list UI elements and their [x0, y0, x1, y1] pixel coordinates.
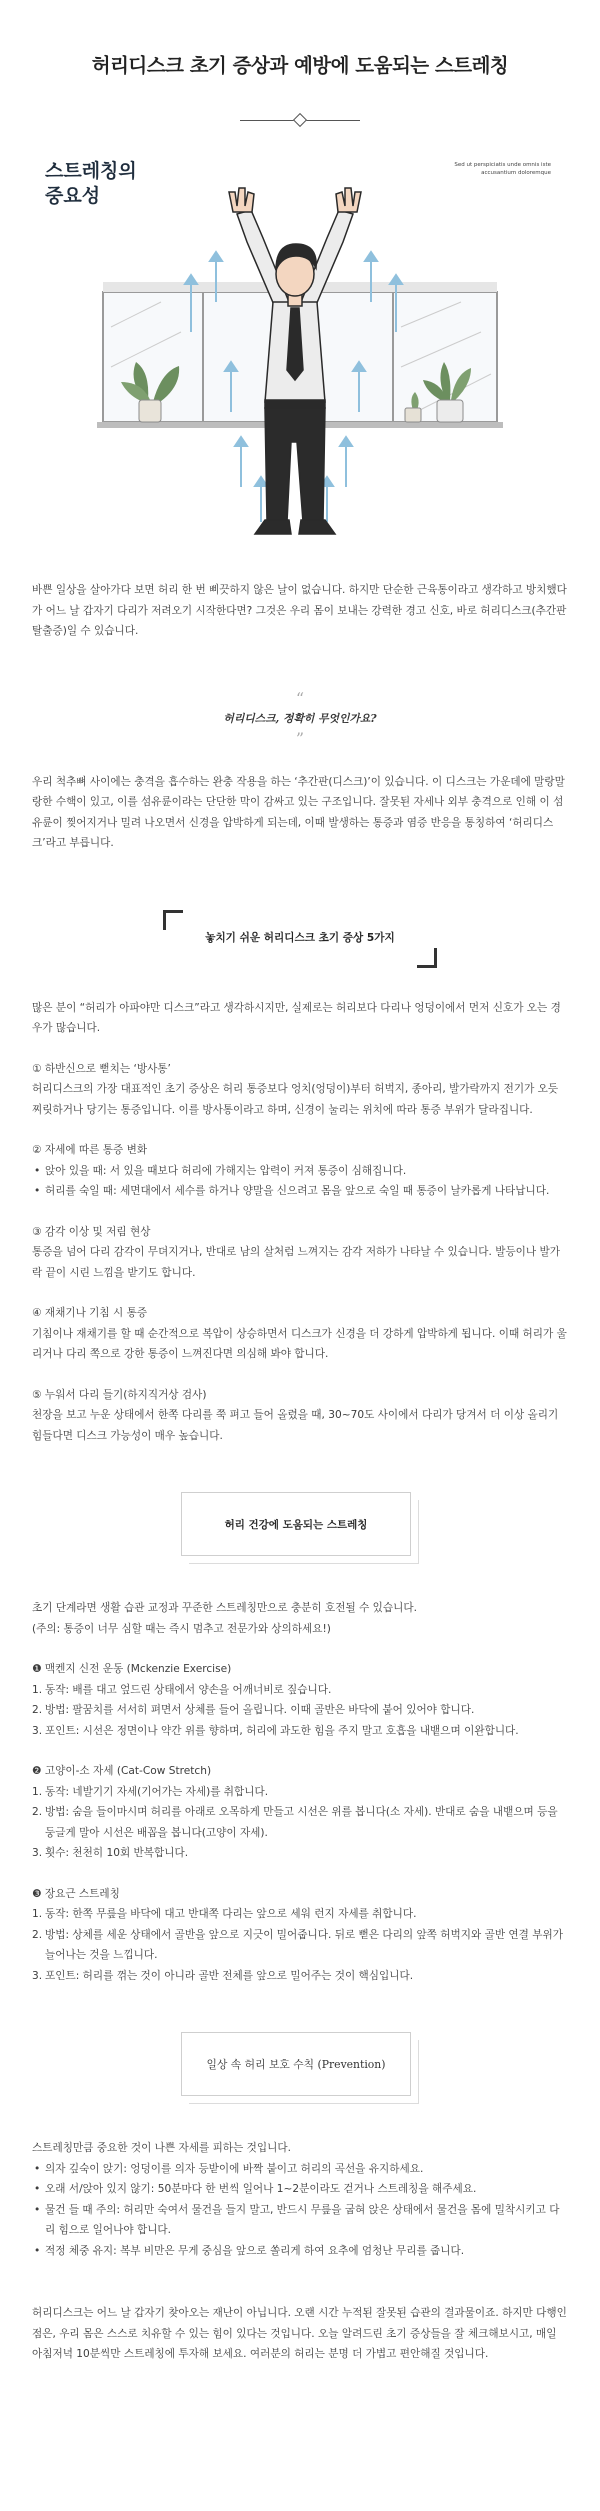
symptoms-header-text: 놓치기 쉬운 허리디스크 초기 증상 5가지 — [205, 931, 395, 944]
list-item: 3. 포인트: 시선은 정면이나 약간 위를 향하며, 허리에 과도한 힘을 주지 말고 호흡을 내뱉으며 이완합니다. — [32, 1724, 519, 1737]
stretching-man-illustration — [41, 152, 559, 552]
hero-illustration — [41, 152, 559, 552]
prevention-header-text: 일상 속 허리 보호 수칙 (Prevention) — [181, 2032, 411, 2096]
symptom-4-text: 기침이나 재채기를 할 때 순간적으로 복압이 상승하면서 디스크가 신경을 더 강하게 압박하게 됩니다. 이때 허리가 울리거나 다리 쪽으로 강한 통증이 느껴진다면 의심해 봐야 합니다. — [32, 1327, 567, 1360]
symptom-3-text: 통증을 넘어 다리 감각이 무뎌지거나, 반대로 남의 살처럼 느껴지는 감각 저하가 나타날 수 있습니다. 발등이나 발가락 끝이 시린 느낌을 받기도 합니다. — [32, 1246, 560, 1279]
symptom-2-list — [32, 1161, 568, 1202]
hero-caption-line2: accusantium doloremque — [481, 170, 551, 176]
hero-heading-line2: 중요성 — [45, 185, 101, 207]
stretching-note: (주의: 통증이 너무 심할 때는 즉시 멈추고 전문가와 상의하세요!) — [32, 1622, 331, 1635]
symptom-5-title: ⑤ 누워서 다리 들기(하지직거상 검사) — [32, 1388, 207, 1401]
exercise-3-title: ❸ 장요근 스트레칭 — [32, 1887, 120, 1900]
list-item: 3. 포인트: 허리를 꺾는 것이 아니라 골반 전체를 앞으로 밀어주는 것이 핵심입니다. — [32, 1969, 414, 1982]
bracket-top-left — [163, 910, 183, 930]
exercise-3-list — [32, 1904, 568, 1986]
symptom-2-title: ② 자세에 따른 통증 변화 — [32, 1144, 148, 1156]
hero-caption-line1: Sed ut perspiciatis unde omnis iste — [454, 162, 551, 168]
page-title: 허리디스크 초기 증상과 예방에 도움되는 스트레칭 — [91, 54, 509, 77]
list-item: • 앉아 있을 때: 서 있을 때보다 허리에 가해지는 압력이 커져 통증이 심해집니다. — [32, 1161, 568, 1182]
symptom-1-title: ① 하반신으로 뻗치는 ‘방사통’ — [32, 1062, 171, 1075]
stretching-header — [181, 1492, 419, 1564]
prevention-header — [181, 2032, 419, 2104]
list-item: • 오래 서/앉아 있지 않기: 50분마다 한 번씩 일어나 1~2분이라도 걷거나 스트레칭을 해주세요. — [32, 2179, 568, 2200]
hero-heading-line1: 스트레칭의 — [45, 160, 137, 182]
hero-caption — [431, 161, 551, 177]
quote-block — [32, 688, 568, 748]
list-item: 1. 동작: 한쪽 무릎을 바닥에 대고 반대쪽 다리는 앞으로 세워 런지 자세를 취합니다. — [32, 1908, 417, 1920]
list-item: 3. 횟수: 천천히 10회 반복합니다. — [32, 1847, 189, 1859]
quote-text: 허리디스크, 정확히 무엇인가요? — [223, 711, 377, 725]
list-item: 2. 방법: 숨을 들이마시며 허리를 아래로 오목하게 만들고 시선은 위를 봅니다(소 자세). 반대로 숨을 내뱉으며 등을 둥글게 말아 시선은 배꼽을 봅니다(고양이 자세). — [32, 1806, 558, 1839]
list-item: • 허리를 숙일 때: 세면대에서 세수를 하거나 양말을 신으려고 몸을 앞으로 숙일 때 통증이 날카롭게 나타납니다. — [32, 1181, 568, 1202]
list-item: • 의자 깊숙이 앉기: 엉덩이를 의자 등받이에 바짝 붙이고 허리의 곡선을 유지하세요. — [32, 2159, 568, 2180]
outro-paragraph: 허리디스크는 어느 날 갑자기 찾아오는 재난이 아닙니다. 오랜 시간 누적된 잘못된 습관의 결과물이죠. 하지만 다행인 점은, 우리 몸은 스스로 치유할 수 있는 힘이 있다는 것입니다. 오늘 알려드린 초기 증상들을 잘 체크해보시고, 매일 아침저녁 10분씩만 스트레칭에 투자해 보세요. 여러분의 허리는 분명 더 가볍고 편안해질 것입니다. — [32, 2307, 567, 2360]
list-item: 2. 방법: 상체를 세운 상태에서 골반을 앞으로 지긋이 밀어줍니다. 뒤로 뻗은 다리의 앞쪽 허벅지와 골반 연결 부위가 늘어나는 것을 느낍니다. — [32, 1928, 563, 1961]
title-divider — [240, 114, 360, 126]
stretching-header-text: 허리 건강에 도움되는 스트레칭 — [181, 1492, 411, 1556]
prevention-list — [32, 2159, 568, 2262]
list-item: 1. 동작: 배를 대고 엎드린 상태에서 양손을 어깨너비로 짚습니다. — [32, 1683, 332, 1696]
quote-close-icon: ” — [295, 728, 305, 748]
exercise-2-title: ❷ 고양이-소 자세 (Cat-Cow Stretch) — [32, 1765, 212, 1777]
symptoms-header — [163, 910, 437, 968]
prevention-intro: 스트레칭만큼 중요한 것이 나쁜 자세를 피하는 것입니다. — [32, 2142, 291, 2154]
list-item: 1. 동작: 네발기기 자세(기어가는 자세)를 취합니다. — [32, 1785, 269, 1798]
list-item: 2. 방법: 팔꿈치를 서서히 펴면서 상체를 들어 올립니다. 이때 골반은 바닥에 붙어 있어야 합니다. — [32, 1704, 475, 1716]
bracket-bottom-right — [417, 948, 437, 968]
symptom-4-title: ④ 재채기나 기침 시 통증 — [32, 1307, 148, 1319]
list-item: • 적정 체중 유지: 복부 비만은 무게 중심을 앞으로 쏠리게 하여 요추에 엄청난 무리를 줍니다. — [32, 2241, 568, 2262]
intro-paragraph: 바쁜 일상을 살아가다 보면 허리 한 번 삐끗하지 않은 날이 없습니다. 하지만 단순한 근육통이라고 생각하고 방치했다가 어느 날 갑자기 다리가 저려오기 시작한다면? 그것은 우리 몸이 보내는 강력한 경고 신호, 바로 허리디스크(추간판 탈출증)일 수 있습니다. — [32, 584, 567, 637]
symptom-5-text: 천장을 보고 누운 상태에서 한쪽 다리를 쭉 펴고 들어 올렸을 때, 30~70도 사이에서 다리가 당겨서 더 이상 올리기 힘들다면 디스크 가능성이 매우 높습니다. — [32, 1409, 559, 1442]
exercise-1-title: ❶ 맥켄지 신전 운동 (Mckenzie Exercise) — [32, 1663, 232, 1675]
definition-paragraph: 우리 척추뼈 사이에는 충격을 흡수하는 완충 작용을 하는 ‘추간판(디스크)’이 있습니다. 이 디스크는 가운데에 말랑말랑한 수핵이 있고, 이를 섬유륜이라는 단단한 막이 감싸고 있는 구조입니다. 잘못된 자세나 외부 충격으로 인해 이 섬유륜이 찢어지거나 밀려 나오면서 신경을 압박하게 되는데, 이때 발생하는 통증과 염증 반응을 통칭하여 ‘허리디스크’라고 부릅니다. — [32, 775, 565, 849]
divider-diamond-icon — [293, 113, 307, 127]
hero-heading — [45, 159, 137, 209]
symptoms-intro: 많은 분이 “허리가 아파야만 디스크”라고 생각하시지만, 실제로는 허리보다 다리나 엉덩이에서 먼저 신호가 오는 경우가 많습니다. — [32, 1001, 561, 1034]
symptom-3-title: ③ 감각 이상 및 저림 현상 — [32, 1225, 151, 1238]
exercise-1-list — [32, 1680, 568, 1742]
exercise-2-list — [32, 1782, 568, 1864]
list-item: • 물건 들 때 주의: 허리만 숙여서 물건을 들지 말고, 반드시 무릎을 굽혀 앉은 상태에서 물건을 몸에 밀착시키고 다리 힘으로 일어나야 합니다. — [32, 2200, 568, 2241]
stretching-intro: 초기 단계라면 생활 습관 교정과 꾸준한 스트레칭만으로 충분히 호전될 수 있습니다. — [32, 1602, 417, 1614]
symptom-1-text: 허리디스크의 가장 대표적인 초기 증상은 허리 통증보다 엉치(엉덩이)부터 허벅지, 종아리, 발가락까지 전기가 오듯 찌릿하거나 당기는 통증입니다. 이를 방사통이라고 하며, 신경이 눌리는 위치에 따라 통증 부위가 달라집니다. — [32, 1083, 559, 1116]
quote-open-icon: “ — [295, 688, 305, 708]
